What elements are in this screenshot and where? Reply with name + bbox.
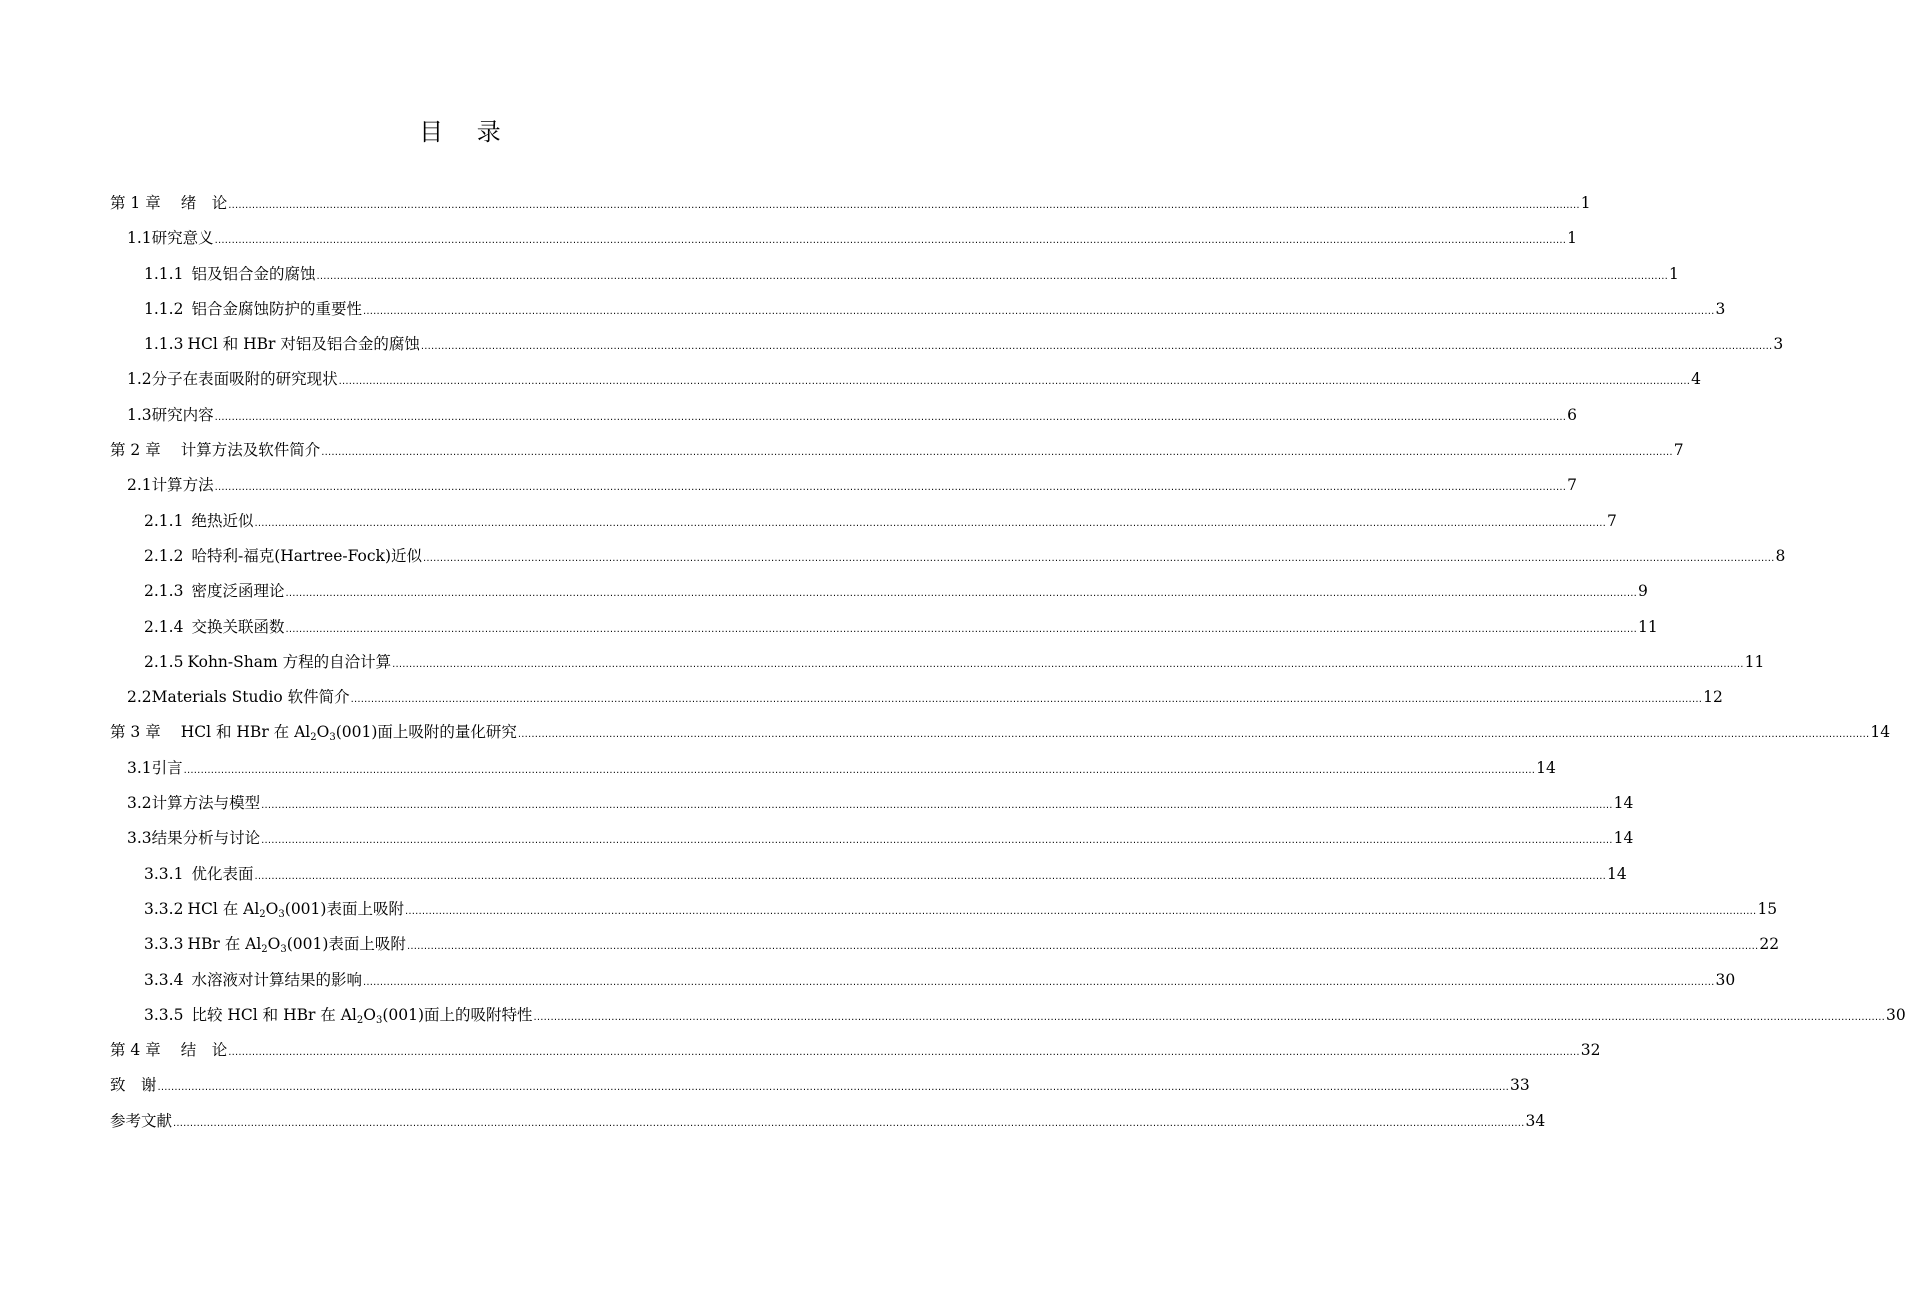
toc-number: 3.1 xyxy=(127,758,152,777)
toc-text: 优化表面 xyxy=(191,864,254,883)
toc-page-number: 32 xyxy=(1580,1041,1601,1060)
toc-leader: ................................................................................................................................................................................................................................................................................................................................................................................................................ xyxy=(214,235,1567,247)
toc-text: 计算方法 xyxy=(151,476,214,495)
toc-number: 3.3.1 xyxy=(144,864,184,883)
toc-page-number: 6 xyxy=(1567,405,1578,424)
toc-entry-1-1-1[interactable] xyxy=(0,257,1679,292)
toc-entry-1-1-3[interactable] xyxy=(0,327,1784,362)
toc-page-number: 14 xyxy=(1870,723,1891,742)
toc-entry-3-3-4[interactable] xyxy=(0,963,1736,998)
toc-number: 3.3 xyxy=(127,829,152,848)
table-of-contents xyxy=(0,186,1906,1139)
toc-entry-1-2[interactable] xyxy=(0,362,1702,397)
toc-leader: ................................................................................................................................................................................................................................................................................................................................................................................................................ xyxy=(338,376,1691,388)
toc-number: 第 4 章 xyxy=(110,1041,161,1060)
toc-entry-2-1-2[interactable] xyxy=(0,539,1786,574)
toc-page-number: 34 xyxy=(1525,1111,1546,1130)
toc-leader: ................................................................................................................................................................................................................................................................................................................................................................................................................ xyxy=(362,976,1715,988)
toc-text: 研究意义 xyxy=(151,229,214,248)
toc-entry-2-1[interactable] xyxy=(0,468,1578,503)
toc-page-number: 3 xyxy=(1773,335,1784,354)
toc-text-part: 比较 HCl 和 HBr 在 Al xyxy=(191,1005,357,1024)
toc-number: 2.1.4 xyxy=(144,617,184,636)
toc-page-number: 33 xyxy=(1510,1076,1530,1095)
toc-number: 2.1.1 xyxy=(144,511,184,530)
toc-number: 1.2 xyxy=(127,370,152,389)
toc-text: 研究内容 xyxy=(151,405,214,424)
toc-entry-1-1[interactable] xyxy=(0,221,1578,256)
toc-entry-chapter-2[interactable] xyxy=(0,433,1684,468)
toc-text: 计算方法与模型 xyxy=(151,794,261,813)
toc-text: 密度泛函理论 xyxy=(191,582,285,601)
toc-page-number: 30 xyxy=(1886,1005,1906,1024)
toc-entry-3-1[interactable] xyxy=(0,751,1556,786)
toc-number: 3.3.2 xyxy=(144,899,184,918)
toc-entry-acknowledgements[interactable] xyxy=(0,1068,1530,1103)
toc-text-part: (001)表面上吸附 xyxy=(286,935,406,954)
toc-entry-chapter-4[interactable] xyxy=(0,1033,1601,1068)
toc-page-number: 14 xyxy=(1606,864,1627,883)
toc-leader: ................................................................................................................................................................................................................................................................................................................................................................................................................ xyxy=(533,1011,1886,1023)
toc-text: 引言 xyxy=(151,758,183,777)
toc-leader: ................................................................................................................................................................................................................................................................................................................................................................................................................ xyxy=(316,270,1668,282)
toc-leader: ................................................................................................................................................................................................................................................................................................................................................................................................................ xyxy=(183,764,1536,776)
toc-text: Materials Studio 软件简介 xyxy=(151,688,350,707)
toc-text xyxy=(187,892,404,927)
subscript: 2 xyxy=(310,732,317,744)
toc-entry-1-1-2[interactable] xyxy=(0,292,1726,327)
toc-number: 1.3 xyxy=(127,405,152,424)
toc-leader: ................................................................................................................................................................................................................................................................................................................................................................................................................ xyxy=(285,588,1637,600)
subscript: 3 xyxy=(278,908,285,920)
toc-entry-2-1-5[interactable] xyxy=(0,645,1765,680)
toc-leader: ................................................................................................................................................................................................................................................................................................................................................................................................................ xyxy=(157,1082,1509,1094)
toc-entry-1-3[interactable] xyxy=(0,398,1578,433)
toc-text-part: O xyxy=(267,935,281,954)
toc-page-number: 11 xyxy=(1637,617,1658,636)
toc-entry-references[interactable] xyxy=(0,1104,1546,1139)
toc-page-number: 14 xyxy=(1536,758,1556,777)
toc-leader: ................................................................................................................................................................................................................................................................................................................................................................................................................ xyxy=(214,411,1567,423)
subscript: 3 xyxy=(280,944,287,956)
toc-number: 第 1 章 xyxy=(110,194,161,212)
toc-number: 3.3.5 xyxy=(144,1005,184,1024)
toc-leader: ................................................................................................................................................................................................................................................................................................................................................................................................................ xyxy=(214,482,1567,494)
toc-leader: ................................................................................................................................................................................................................................................................................................................................................................................................................ xyxy=(392,658,1744,670)
toc-leader: ................................................................................................................................................................................................................................................................................................................................................................................................................ xyxy=(350,694,1703,706)
toc-text: 哈特利-福克(Hartree-Fock)近似 xyxy=(191,546,422,565)
toc-page-number: 1 xyxy=(1580,194,1591,212)
toc-number: 3.2 xyxy=(127,794,152,813)
toc-leader: ................................................................................................................................................................................................................................................................................................................................................................................................................ xyxy=(420,341,1773,353)
toc-page-number: 11 xyxy=(1744,652,1765,671)
toc-text-part: (001)面上的吸附特性 xyxy=(382,1005,533,1024)
toc-text: 绝热近似 xyxy=(191,511,254,530)
toc-page-number: 7 xyxy=(1606,511,1617,530)
subscript: 2 xyxy=(261,944,268,956)
toc-entry-2-1-3[interactable] xyxy=(0,574,1648,609)
toc-entry-3-3[interactable] xyxy=(0,821,1634,856)
toc-entry-2-1-1[interactable] xyxy=(0,504,1617,539)
toc-leader: ................................................................................................................................................................................................................................................................................................................................................................................................................ xyxy=(285,623,1637,635)
toc-entry-2-1-4[interactable] xyxy=(0,610,1658,645)
toc-text: 铝及铝合金的腐蚀 xyxy=(191,264,316,283)
toc-number: 1.1.2 xyxy=(144,299,184,318)
toc-number: 2.1.3 xyxy=(144,582,184,601)
toc-number: 2.1.5 xyxy=(144,652,184,671)
toc-text: 铝合金腐蚀防护的重要性 xyxy=(191,299,362,318)
toc-entry-3-3-1[interactable] xyxy=(0,857,1627,892)
toc-page-number: 1 xyxy=(1567,229,1578,248)
toc-text-part: HCl 在 Al xyxy=(187,899,260,918)
toc-text: 结 论 xyxy=(180,1041,228,1060)
toc-page-number: 14 xyxy=(1613,829,1634,848)
toc-number: 3.3.3 xyxy=(144,935,184,954)
toc-number: 1.1.3 xyxy=(144,335,184,354)
toc-text: 致 谢 xyxy=(110,1076,157,1095)
subscript: 2 xyxy=(259,908,266,920)
toc-number: 2.1 xyxy=(127,476,152,495)
toc-page-number: 15 xyxy=(1757,899,1778,918)
toc-number: 3.3.4 xyxy=(144,970,184,989)
toc-text: 参考文献 xyxy=(110,1111,173,1130)
toc-text: 交换关联函数 xyxy=(191,617,285,636)
toc-leader: ................................................................................................................................................................................................................................................................................................................................................................................................................ xyxy=(423,552,1775,564)
toc-title: 目 录 xyxy=(419,118,501,146)
toc-page-number: 1 xyxy=(1668,264,1679,283)
toc-text xyxy=(191,998,532,1033)
toc-number: 第 3 章 xyxy=(110,723,161,742)
toc-leader: ................................................................................................................................................................................................................................................................................................................................................................................................................ xyxy=(254,870,1606,882)
toc-text: 水溶液对计算结果的影响 xyxy=(191,970,362,989)
toc-leader: ................................................................................................................................................................................................................................................................................................................................................................................................................ xyxy=(228,1047,1580,1059)
toc-entry-3-3-2[interactable] xyxy=(0,892,1778,927)
toc-number: 2.1.2 xyxy=(144,546,184,565)
toc-entry-chapter-1[interactable] xyxy=(0,186,1591,221)
toc-text-part: HCl 和 HBr 在 Al xyxy=(180,723,311,742)
toc-page-number: 22 xyxy=(1759,935,1780,954)
toc-text xyxy=(187,927,405,962)
subscript: 2 xyxy=(356,1014,364,1026)
toc-page-number: 7 xyxy=(1567,476,1578,495)
toc-text-part: (001)面上吸附的量化研究 xyxy=(335,723,517,742)
toc-text xyxy=(181,715,517,750)
toc-text: Kohn-Sham 方程的自洽计算 xyxy=(187,652,392,671)
toc-page-number: 30 xyxy=(1715,970,1736,989)
toc-leader: ................................................................................................................................................................................................................................................................................................................................................................................................................ xyxy=(362,305,1715,317)
toc-number: 1.1 xyxy=(127,229,152,248)
toc-text-part: (001)表面上吸附 xyxy=(284,899,404,918)
toc-number: 2.2 xyxy=(127,688,152,707)
toc-leader: ................................................................................................................................................................................................................................................................................................................................................................................................................ xyxy=(228,200,1580,211)
toc-text: HCl 和 HBr 对铝及铝合金的腐蚀 xyxy=(187,335,420,354)
toc-entry-3-3-5[interactable] xyxy=(0,998,1906,1033)
toc-text-part: HBr 在 Al xyxy=(187,935,262,954)
toc-page-number: 12 xyxy=(1703,688,1723,707)
toc-entry-3-3-3[interactable] xyxy=(0,927,1780,962)
toc-text-part: O xyxy=(265,899,279,918)
toc-text: 结果分析与讨论 xyxy=(151,829,261,848)
toc-page-number: 7 xyxy=(1673,441,1684,460)
toc-number: 第 2 章 xyxy=(110,441,161,460)
toc-text-part: O xyxy=(316,723,330,742)
toc-leader: ................................................................................................................................................................................................................................................................................................................................................................................................................ xyxy=(173,1117,1525,1129)
toc-text: 分子在表面吸附的研究现状 xyxy=(151,370,338,389)
toc-text: 绪 论 xyxy=(180,194,228,212)
toc-page-number: 3 xyxy=(1715,299,1726,318)
toc-page-number: 14 xyxy=(1613,794,1634,813)
toc-page-number: 8 xyxy=(1775,546,1786,565)
toc-leader: ................................................................................................................................................................................................................................................................................................................................................................................................................ xyxy=(321,447,1673,459)
toc-entry-chapter-3[interactable] xyxy=(0,715,1891,750)
toc-leader: ................................................................................................................................................................................................................................................................................................................................................................................................................ xyxy=(254,517,1606,529)
toc-leader: ................................................................................................................................................................................................................................................................................................................................................................................................................ xyxy=(404,905,1757,917)
toc-number: 1.1.1 xyxy=(144,264,184,283)
toc-page-number: 9 xyxy=(1637,582,1648,601)
subscript: 3 xyxy=(329,732,336,744)
toc-page-number: 4 xyxy=(1691,370,1702,389)
toc-leader: ................................................................................................................................................................................................................................................................................................................................................................................................................ xyxy=(406,941,1759,953)
toc-leader: ................................................................................................................................................................................................................................................................................................................................................................................................................ xyxy=(261,800,1613,812)
toc-entry-3-2[interactable] xyxy=(0,786,1634,821)
toc-leader: ................................................................................................................................................................................................................................................................................................................................................................................................................ xyxy=(261,835,1613,847)
toc-text: 计算方法及软件简介 xyxy=(180,441,321,460)
toc-text-part: O xyxy=(363,1005,376,1024)
subscript: 3 xyxy=(375,1014,383,1026)
toc-entry-2-2[interactable] xyxy=(0,680,1723,715)
toc-leader: ................................................................................................................................................................................................................................................................................................................................................................................................................ xyxy=(517,729,1870,741)
